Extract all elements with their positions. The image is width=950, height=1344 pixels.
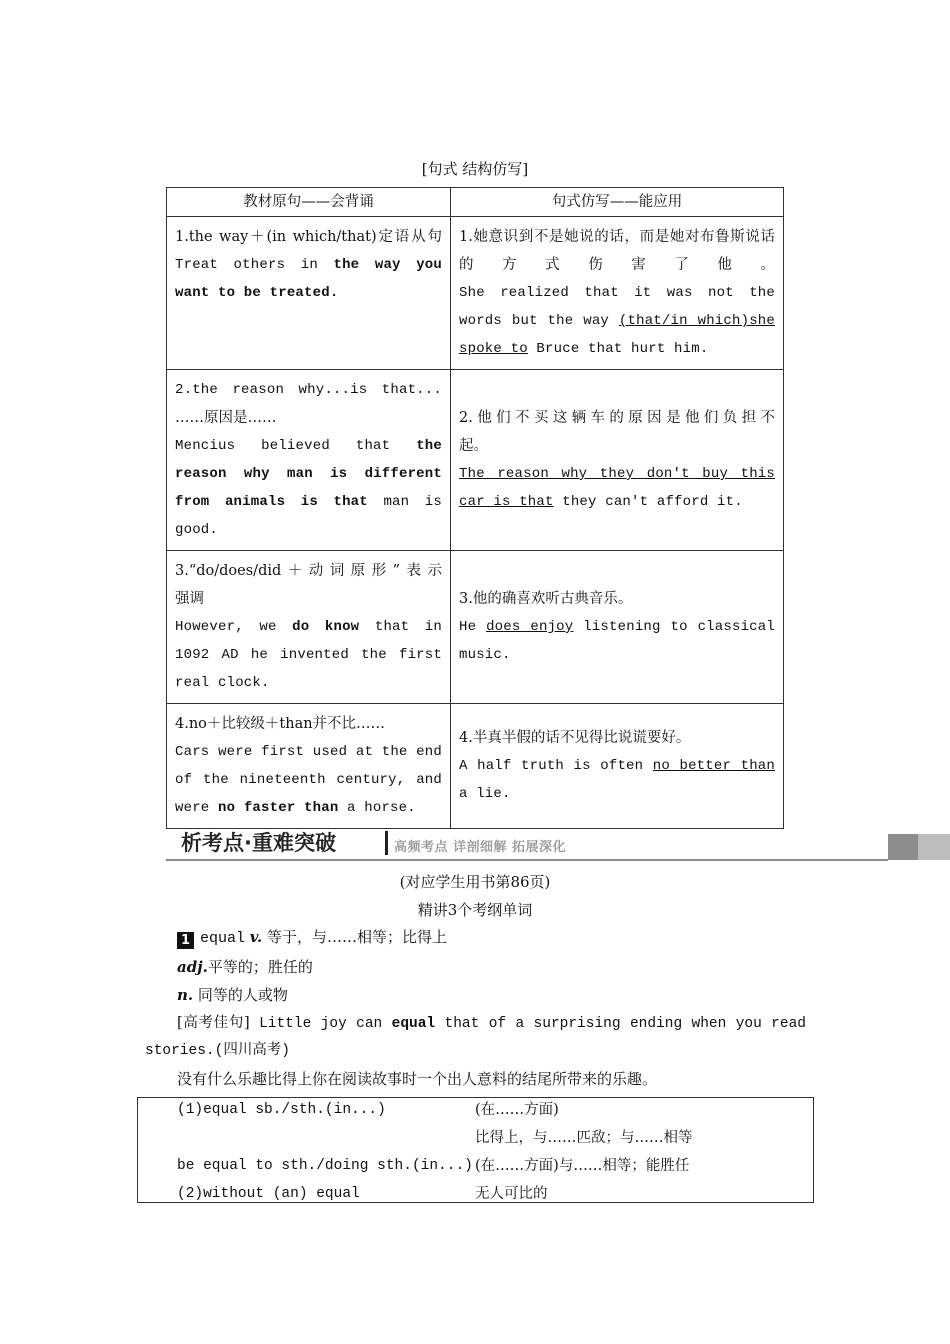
meaning-adj: 平等的；胜任的 bbox=[207, 958, 313, 976]
row4-right: 4.半真半假的话不见得比说谎要好。 A half truth is often no better than a lie. bbox=[451, 704, 784, 829]
row3-right: 3.他的确喜欢听古典音乐。 He does enjoy listening to classical music. bbox=[451, 551, 784, 704]
example-keyword: equal bbox=[391, 1016, 436, 1032]
row4-left-example: Cars were first used at the end bbox=[175, 744, 442, 760]
row2-left: 2.the reason why...is that... ……原因是…… Mencius believed that the reason why man is different from animals is that man is good. bbox=[167, 370, 451, 551]
table-row bbox=[167, 370, 784, 551]
usage-right-3: (在……方面)与……相等；能胜任 bbox=[475, 1158, 690, 1174]
pos-adj: adj. bbox=[177, 958, 208, 976]
row1-right-en: She realized that it was not the bbox=[459, 285, 775, 301]
noun-entry bbox=[177, 981, 288, 1009]
header-left: 教材原句——会背诵 bbox=[167, 188, 451, 217]
row4-right-cn: 4.半真半假的话不见得比说谎要好。 bbox=[459, 730, 691, 746]
row3-right-cn: 3.他的确喜欢听古典音乐。 bbox=[459, 591, 633, 607]
lecture-title: 精讲3个考纲单词 bbox=[417, 901, 533, 919]
table-row bbox=[167, 217, 784, 370]
pos-verb: v. bbox=[249, 928, 263, 946]
pos-noun: n. bbox=[177, 986, 194, 1004]
banner-divider bbox=[385, 831, 388, 855]
usage-left-3: be equal to sth./doing sth.(in...) bbox=[177, 1158, 473, 1174]
banner-title: 析考点·重难突破 bbox=[181, 831, 336, 855]
row1-left: 1.the way＋(in which/that)定语从句 Treat others in the way you want to be treated. bbox=[167, 217, 451, 370]
row1-left-title: 1.the way＋(in which/that)定语从句 bbox=[175, 229, 442, 245]
sentence-pattern-table bbox=[166, 187, 784, 829]
usage-right-2: 比得上，与……匹敌；与……相等 bbox=[475, 1130, 693, 1146]
row1-left-example: Treat others in the way you bbox=[175, 257, 442, 273]
word-entry bbox=[177, 923, 447, 953]
row4-right-en: A half truth is often no better than bbox=[459, 758, 775, 774]
header-right: 句式仿写——能应用 bbox=[451, 188, 784, 217]
row2-left-title: 2.the reason why...is that... bbox=[175, 382, 442, 398]
banner-gray-block-light bbox=[918, 834, 950, 860]
banner-subtitle: 高频考点 详剖细解 拓展深化 bbox=[394, 840, 567, 855]
meaning-noun: 同等的人或物 bbox=[197, 986, 288, 1004]
row3-left-example: However, we do know that in bbox=[175, 619, 443, 635]
row2-right-en: The reason why they don't buy this bbox=[459, 466, 775, 482]
section-title: [句式 结构仿写] bbox=[421, 160, 529, 178]
page-reference: (对应学生用书第86页) bbox=[399, 873, 551, 891]
table-row bbox=[167, 551, 784, 704]
usage-left-1: (1)equal sb./sth.(in...) bbox=[177, 1102, 386, 1118]
row1-right-cn: 1.她意识到不是她说的话，而是她对布鲁斯说话的方式伤害了他。 bbox=[459, 229, 775, 273]
usage-left-4: (2)without (an) equal bbox=[177, 1186, 360, 1202]
example-tag: [高考佳句] bbox=[177, 1015, 250, 1031]
table-header-row bbox=[167, 188, 784, 217]
row2-right-cn: 2.他们不买这辆车的原因是他们负担不 bbox=[459, 410, 775, 426]
row2-right: 2.他们不买这辆车的原因是他们负担不 起。 The reason why they don't buy this car is that they can't afford it. bbox=[451, 370, 784, 551]
banner-gray-block-dark bbox=[888, 834, 918, 860]
row4-left: 4.no＋比较级＋than并不比…… Cars were first used at the end of the nineteenth century, and were no faster than a horse. bbox=[167, 704, 451, 829]
row3-left-title: 3.“do/does/did＋动词原形”表示 bbox=[175, 563, 442, 579]
row1-right: 1.她意识到不是她说的话，而是她对布鲁斯说话的方式伤害了他。 She realized that it was not the words but the way (that/in which)she spoke to Bruce that hurt him. bbox=[451, 217, 784, 370]
meaning-verb: 等于，与……相等；比得上 bbox=[267, 928, 448, 946]
example-sentence-cont: stories.(四川高考) bbox=[145, 1043, 291, 1059]
word-number: 1 bbox=[177, 932, 194, 949]
table-row bbox=[167, 704, 784, 829]
adj-entry bbox=[177, 953, 313, 981]
blank-answer: (that/in which)she bbox=[618, 313, 775, 329]
row3-right-en: He does enjoy listening to classical bbox=[459, 619, 775, 635]
banner-rule bbox=[166, 859, 888, 861]
row2-left-example: Mencius believed that the bbox=[175, 438, 442, 454]
row4-left-title: 4.no＋比较级＋than并不比…… bbox=[175, 716, 386, 732]
headword: equal bbox=[200, 930, 246, 947]
usage-box bbox=[137, 1097, 814, 1203]
usage-right-1: (在……方面) bbox=[475, 1102, 559, 1118]
section-banner bbox=[166, 826, 950, 860]
row3-left: 3.“do/does/did＋动词原形”表示 强调 However, we do know that in 1092 AD he invented the first real clock. bbox=[167, 551, 451, 704]
example-sentence: [高考佳句] Little joy can equal that of a surprising ending when you read bbox=[177, 1015, 806, 1032]
example-translation: 没有什么乐趣比得上你在阅读故事时一个出人意料的结尾所带来的乐趣。 bbox=[177, 1070, 658, 1088]
usage-right-4: 无人可比的 bbox=[475, 1186, 548, 1202]
